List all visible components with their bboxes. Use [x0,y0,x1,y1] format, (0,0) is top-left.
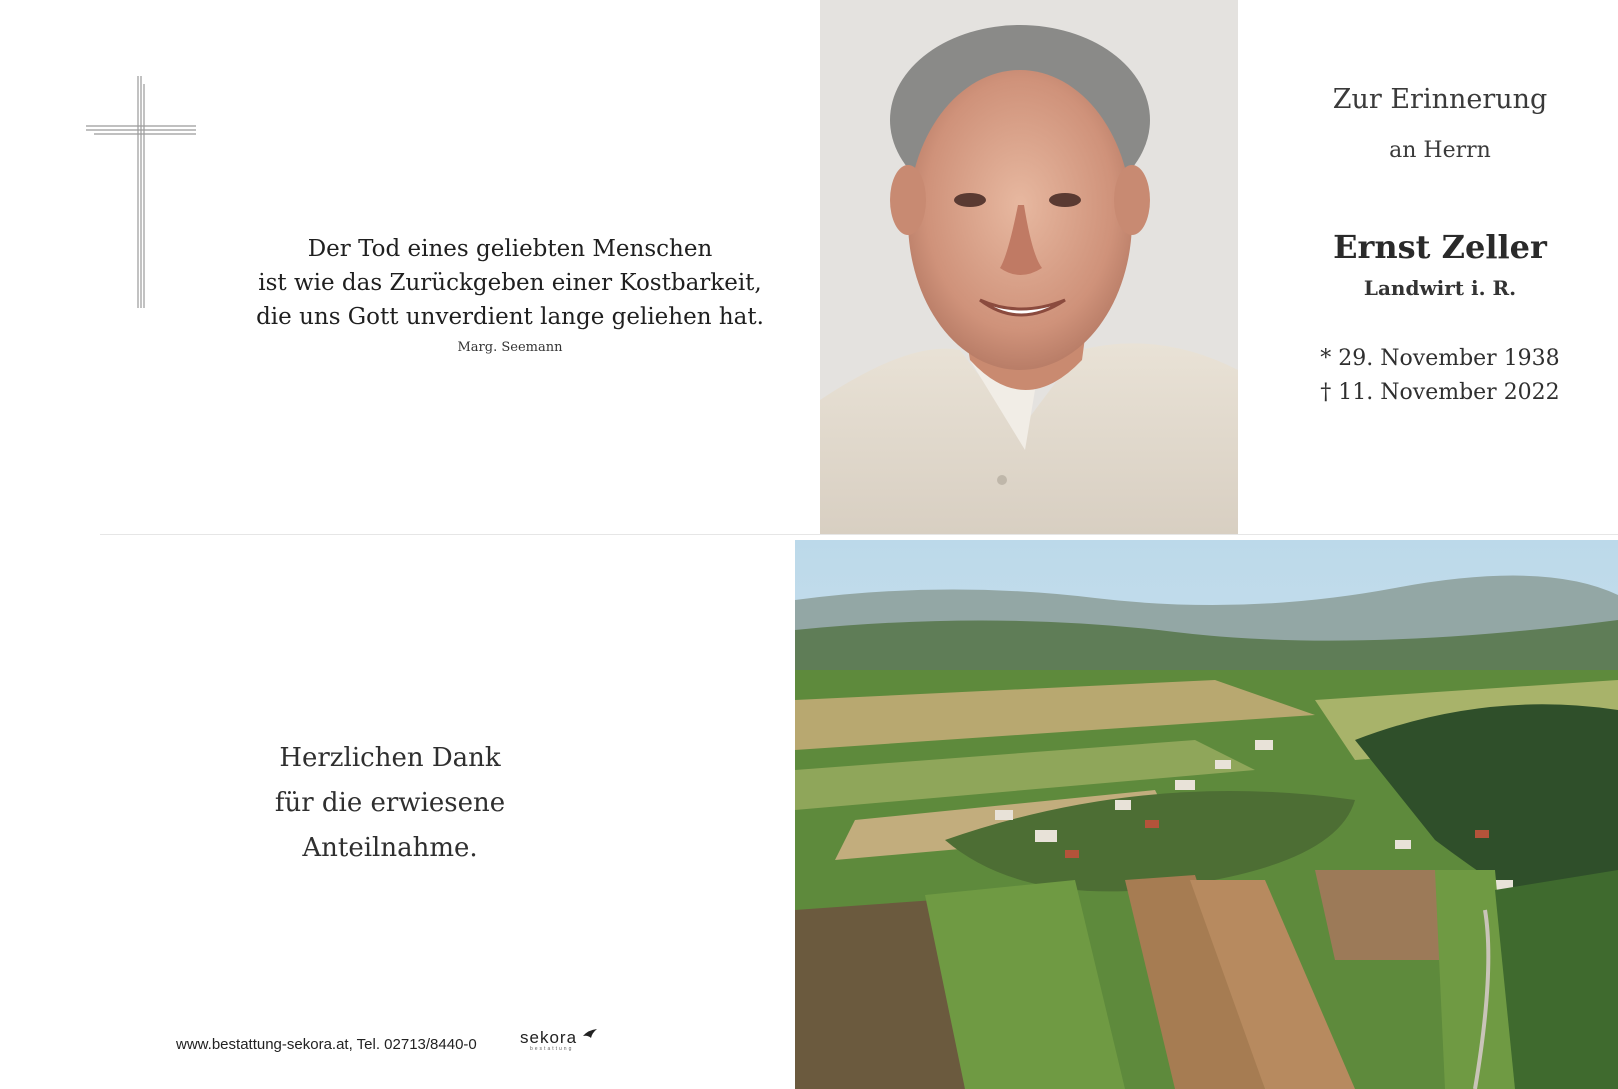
memorial-heading: Zur Erinnerung [1332,84,1548,115]
landscape-photo [795,540,1618,1089]
birth-date: * 29. November 1938 [1320,346,1560,371]
card-fold-line [100,534,1618,535]
funeral-home-logo [520,1028,600,1058]
portrait-photo [820,0,1238,534]
logo-subtext: bestattung [530,1046,574,1052]
quote-author: Marg. Seemann [457,340,563,355]
deceased-occupation: Landwirt i. R. [1363,276,1517,300]
thanks-line: Herzlichen Dank [279,743,501,773]
cross-icon [86,76,202,316]
quote-line: ist wie das Zurückgeben einer Kostbarkeit, [258,270,762,296]
quote-block [240,232,780,355]
thanks-block [240,736,540,871]
funeral-home-contact: www.bestattung-sekora.at, Tel. 02713/8440-0 [176,1036,477,1053]
thanks-line: für die erwiesene [274,788,506,818]
bird-icon [582,1028,598,1040]
quote-line: die uns Gott unverdient lange geliehen hat. [256,304,764,330]
thanks-line: Anteilnahme. [302,833,478,863]
memorial-salutation: an Herrn [1389,138,1491,163]
deceased-name: Ernst Zeller [1333,228,1547,266]
logo-text: sekora [520,1028,578,1047]
death-date: † 11. November 2022 [1320,380,1560,405]
quote-line: Der Tod eines geliebten Menschen [307,236,713,262]
